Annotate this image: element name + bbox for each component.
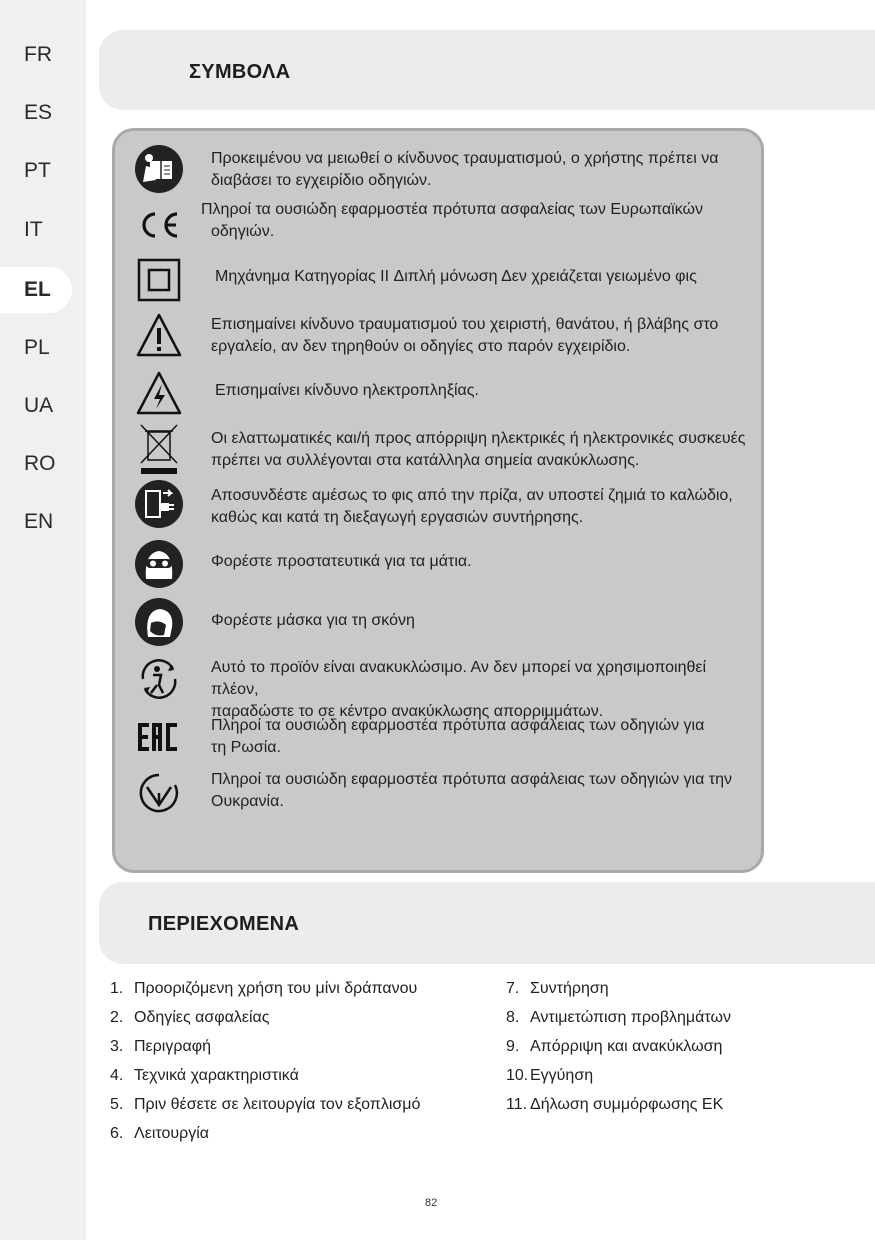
toc-item[interactable]: 9. Απόρριψη και ανακύκλωση — [506, 1038, 723, 1055]
symbol-text: Φορέστε προστατευτικά για τα μάτια. — [211, 553, 472, 570]
lang-tab-es[interactable]: ES — [24, 101, 53, 124]
eac-mark-icon — [133, 711, 185, 763]
lang-tab-pt[interactable]: PT — [24, 159, 51, 182]
symbol-text: Μηχάνημα Κατηγορίας II Διπλή μόνωση Δεν χρειάζεται γειωμένο φις — [215, 268, 697, 285]
symbols-banner — [99, 30, 875, 110]
symbol-text: Επισημαίνει κίνδυνο τραυματισμού του χειριστή, θανάτου, ή βλάβης στο εργαλείο, αν δεν τηρηθούν οι οδηγίες στο παρόν εγχειρίδιο. — [211, 316, 719, 355]
symbol-text: Επισημαίνει κίνδυνο ηλεκτροπληξίας. — [215, 382, 479, 399]
toc-item[interactable]: 2. Οδηγίες ασφαλείας — [110, 1009, 270, 1026]
warning-icon — [133, 309, 185, 361]
ukrainian-mark-icon — [133, 767, 185, 819]
read-manual-icon — [133, 143, 185, 195]
dust-mask-icon — [133, 596, 185, 648]
lang-tab-pl[interactable]: PL — [24, 336, 50, 359]
symbols-title: ΣΥΜΒΟΛΑ — [189, 61, 291, 83]
symbol-text: Αποσυνδέστε αμέσως το φις από την πρίζα, αν υποστεί ζημιά το καλώδιο, καθώς και κατά τη διεξαγωγή εργασιών συντήρησης. — [211, 487, 733, 526]
toc-item[interactable]: 11. Δήλωση συμμόρφωσης ΕΚ — [506, 1096, 724, 1113]
electric-shock-icon — [133, 367, 185, 419]
eye-protection-icon — [133, 538, 185, 590]
symbol-text: Προκειμένου να μειωθεί ο κίνδυνος τραυματισμού, ο χρήστης πρέπει να διαβάσει το εγχειρίδιο οδηγιών. — [211, 150, 719, 189]
symbol-text: Πληροί τα ουσιώδη εφαρμοστέα πρότυπα ασφαλείας των Ευρωπαϊκών οδηγιών. — [201, 201, 704, 240]
toc-item[interactable]: 7. Συντήρηση — [506, 980, 609, 997]
toc-item[interactable]: 8. Αντιμετώπιση προβλημάτων — [506, 1009, 731, 1026]
toc-right-column — [506, 974, 731, 1119]
symbol-text: Οι ελαττωματικές και/ή προς απόρριψη ηλεκτρικές ή ηλεκτρονικές συσκευές πρέπει να συλλέγονται στα κατάλληλα σημεία ανακύκλωσης. — [211, 430, 746, 469]
contents-banner — [99, 882, 875, 964]
toc-item[interactable]: 6. Λειτουργία — [110, 1125, 210, 1142]
lang-tab-en[interactable]: EN — [24, 510, 54, 533]
lang-tab-el[interactable]: EL — [0, 267, 72, 313]
toc-item[interactable]: 5. Πριν θέσετε σε λειτουργία τον εξοπλισμό — [110, 1096, 421, 1113]
recycle-person-icon — [133, 653, 185, 705]
unplug-icon — [133, 478, 185, 530]
toc-item[interactable]: 10. Εγγύηση — [506, 1067, 594, 1084]
page-number: 82 — [425, 1197, 438, 1209]
toc-item[interactable]: 3. Περιγραφή — [110, 1038, 211, 1055]
symbol-text: Φορέστε μάσκα για τη σκόνη — [211, 612, 415, 629]
lang-tab-fr[interactable]: FR — [24, 43, 52, 66]
ce-mark-icon — [133, 199, 185, 251]
toc-left-column — [110, 974, 420, 1148]
toc-item[interactable]: 4. Τεχνικά χαρακτηριστικά — [110, 1067, 299, 1084]
toc-item[interactable]: 1. Προοριζόμενη χρήση του μίνι δράπανου — [110, 980, 418, 997]
contents-title: ΠΕΡΙΕΧΟΜΕΝΑ — [148, 913, 300, 935]
symbol-text: Πληροί τα ουσιώδη εφαρμοστέα πρότυπα ασφάλειας των οδηγιών για την Ουκρανία. — [211, 771, 732, 810]
lang-tab-it[interactable]: IT — [24, 218, 43, 241]
language-sidebar — [0, 0, 86, 1240]
symbols-panel — [112, 128, 764, 873]
symbol-text: Πληροί τα ουσιώδη εφαρμοστέα πρότυπα ασφάλειας των οδηγιών για τη Ρωσία. — [211, 717, 705, 756]
symbol-text: Αυτό το προϊόν είναι ανακυκλώσιμο. Αν δεν μπορεί να χρησιμοποιηθεί πλέον, παραδώστε το σε κέντρο ανακύκλωσης απορριμμάτων. — [211, 659, 707, 720]
lang-tab-ro[interactable]: RO — [24, 452, 56, 475]
lang-tab-ua[interactable]: UA — [24, 394, 54, 417]
weee-bin-icon — [133, 421, 185, 477]
class-ii-insulation-icon — [133, 254, 185, 306]
